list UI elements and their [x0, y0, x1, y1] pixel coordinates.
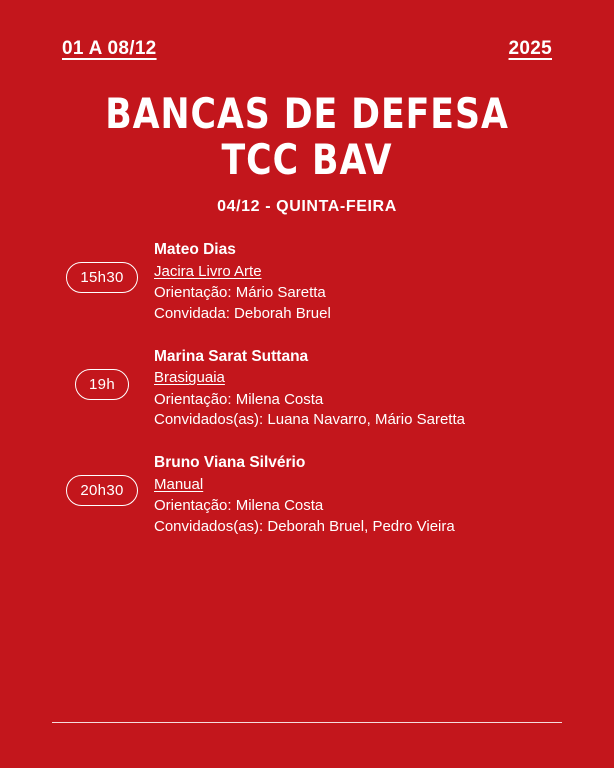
work-title: Jacira Livro Arte: [154, 262, 262, 280]
student-name: Marina Sarat Suttana: [154, 347, 309, 365]
list-item: [58, 240, 574, 325]
advisor-label: Orientação: Milena Costa: [154, 497, 324, 515]
list-item: [58, 453, 574, 538]
student-name: Mateo Dias: [154, 241, 236, 258]
guests-label: Convidados(as): Deborah Bruel, Pedro Vieira: [154, 517, 455, 535]
status-badge: 20h30: [66, 475, 137, 506]
title-block: [0, 89, 614, 184]
work-title: Manual: [154, 476, 204, 494]
time-badge-wrap: [58, 347, 146, 400]
poster-header: [62, 38, 552, 60]
time-badge-wrap: [58, 453, 146, 506]
schedule-list: [58, 240, 574, 560]
day-label: 04/12 - QUINTA-FEIRA: [217, 198, 397, 215]
guests-label: Convidada: Deborah Bruel: [154, 304, 331, 322]
guests-label: Convidados(as): Luana Navarro, Mário Saretta: [154, 411, 465, 429]
status-badge: 15h30: [66, 262, 137, 293]
work-title: Brasiguaia: [154, 369, 225, 387]
page-title: BANCAS DE DEFESA: [105, 89, 509, 138]
date-range-label: 01 A 08/12: [62, 38, 157, 59]
footer-divider: [52, 722, 562, 723]
advisor-label: Orientação: Mário Saretta: [154, 284, 326, 302]
time-badge-wrap: [58, 240, 146, 293]
status-badge: 19h: [75, 369, 129, 400]
entry-details: [146, 347, 574, 432]
year-label: 2025: [508, 38, 552, 59]
entry-details: [146, 453, 574, 538]
entry-details: [146, 240, 574, 325]
page-subtitle: TCC BAV: [221, 134, 393, 184]
student-name: Bruno Viana Silvério: [154, 454, 306, 472]
advisor-label: Orientação: Milena Costa: [154, 390, 324, 408]
list-item: [58, 347, 574, 432]
